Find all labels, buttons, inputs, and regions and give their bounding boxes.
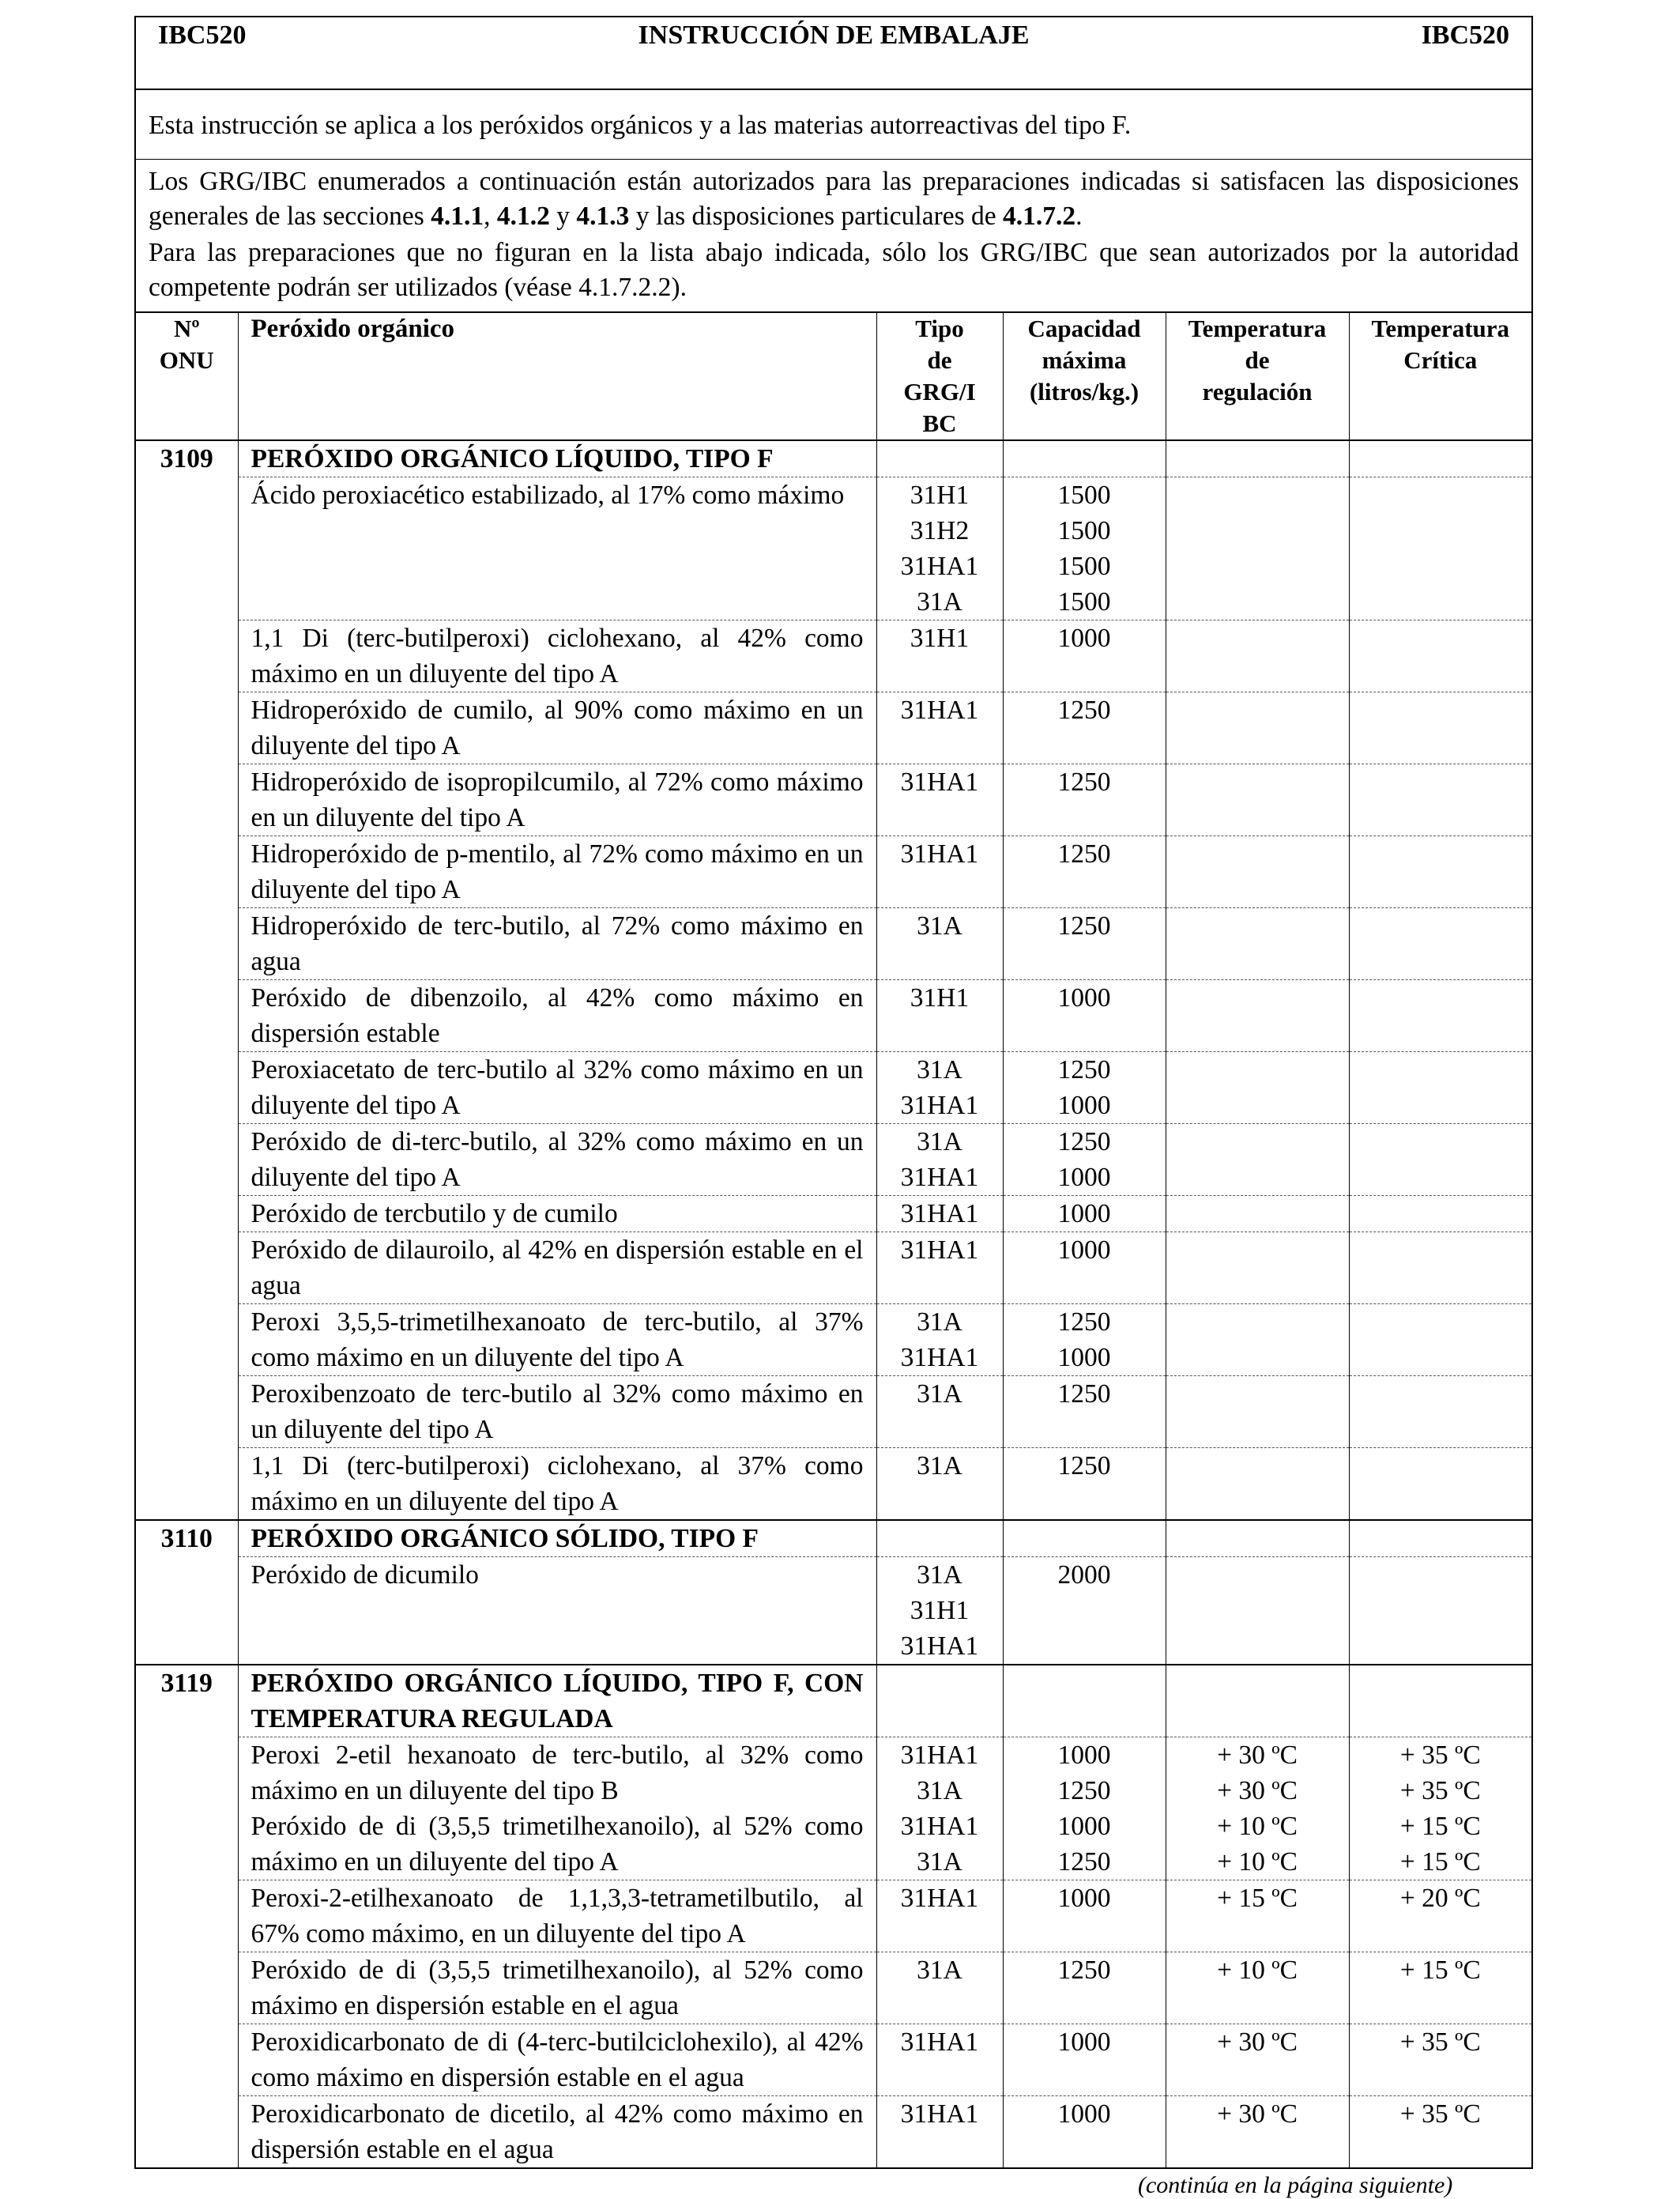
table-row bbox=[135, 1196, 1532, 1232]
ibc-type: 31HA1 bbox=[876, 2096, 1003, 2169]
table-row bbox=[135, 1880, 1532, 1952]
empty-cell bbox=[876, 1665, 1003, 1737]
peroxide-name: Peróxido de di-terc-butilo, al 32% como máximo en un diluyente del tipo A bbox=[238, 1124, 876, 1196]
critical-temperature: + 15 ºC + 15 ºC bbox=[1349, 1809, 1532, 1880]
peroxide-name: Peroxi 3,5,5-trimetilhexanoato de terc-butilo, al 37% como máximo en un diluyente del tipo A bbox=[238, 1304, 876, 1376]
table-row bbox=[135, 1124, 1532, 1196]
group-title: PERÓXIDO ORGÁNICO LÍQUIDO, TIPO F, CON TEMPERATURA REGULADA bbox=[238, 1665, 876, 1737]
max-capacity: 1000 bbox=[1003, 980, 1166, 1052]
intro-row bbox=[135, 89, 1532, 160]
table-row bbox=[135, 1304, 1532, 1376]
packing-instruction-table bbox=[134, 16, 1533, 2169]
ibc-type: 31A bbox=[876, 1376, 1003, 1448]
critical-temperature bbox=[1349, 1124, 1532, 1196]
ibc-type: 31HA1 bbox=[876, 1232, 1003, 1304]
critical-temperature bbox=[1349, 980, 1532, 1052]
control-temperature bbox=[1166, 477, 1349, 620]
empty-cell bbox=[1349, 440, 1532, 477]
instruction-code-right: IBC520 bbox=[1421, 21, 1510, 50]
critical-temperature bbox=[1349, 1376, 1532, 1448]
critical-temperature: + 20 ºC bbox=[1349, 1880, 1532, 1952]
empty-cell bbox=[1003, 1520, 1166, 1557]
peroxide-name: Peroxidicarbonato de dicetilo, al 42% como máximo en dispersión estable en el agua bbox=[238, 2096, 876, 2169]
critical-temperature bbox=[1349, 1448, 1532, 1521]
empty-cell bbox=[1349, 1665, 1532, 1737]
un-number: 3119 bbox=[135, 1665, 238, 2168]
table-row bbox=[135, 836, 1532, 908]
control-temperature bbox=[1166, 1052, 1349, 1124]
document bbox=[134, 16, 1531, 2198]
table-row bbox=[135, 1952, 1532, 2024]
ibc-type: 31H1 bbox=[876, 980, 1003, 1052]
max-capacity: 1250 bbox=[1003, 908, 1166, 980]
max-capacity: 1000 bbox=[1003, 1880, 1166, 1952]
max-capacity: 1250 bbox=[1003, 764, 1166, 836]
ibc-type: 31HA1 bbox=[876, 1880, 1003, 1952]
critical-temperature bbox=[1349, 620, 1532, 692]
title-row bbox=[135, 17, 1532, 89]
empty-cell bbox=[1166, 440, 1349, 477]
col-header-ibc-type: Tipo de GRG/I BC bbox=[876, 312, 1003, 440]
max-capacity: 1250 1000 bbox=[1003, 1052, 1166, 1124]
ibc-type: 31A 31H1 31HA1 bbox=[876, 1557, 1003, 1665]
peroxide-name: 1,1 Di (terc-butilperoxi) ciclohexano, al 37% como máximo en un diluyente del tipo A bbox=[238, 1448, 876, 1521]
critical-temperature: + 35 ºC + 35 ºC bbox=[1349, 1737, 1532, 1809]
peroxide-name: 1,1 Di (terc-butilperoxi) ciclohexano, al 42% como máximo en un diluyente del tipo A bbox=[238, 620, 876, 692]
empty-cell bbox=[876, 1520, 1003, 1557]
ibc-type: 31A 31HA1 bbox=[876, 1124, 1003, 1196]
max-capacity: 1000 bbox=[1003, 620, 1166, 692]
control-temperature bbox=[1166, 692, 1349, 764]
instruction-title: INSTRUCCIÓN DE EMBALAJE bbox=[638, 21, 1030, 50]
critical-temperature bbox=[1349, 1557, 1532, 1665]
group-row-3110 bbox=[135, 1520, 1532, 1557]
column-header-row bbox=[135, 312, 1532, 440]
ibc-type: 31HA1 bbox=[876, 764, 1003, 836]
table-row bbox=[135, 1737, 1532, 1809]
control-temperature: + 30 ºC bbox=[1166, 2096, 1349, 2169]
col-header-control-temp: Temperatura de regulación bbox=[1166, 312, 1349, 440]
empty-cell bbox=[1166, 1520, 1349, 1557]
empty-cell bbox=[1349, 1520, 1532, 1557]
control-temperature bbox=[1166, 980, 1349, 1052]
control-temperature bbox=[1166, 1124, 1349, 1196]
intro-scope-text: Esta instrucción se aplica a los peróxidos orgánicos y a las materias autorreactivas del tipo F. bbox=[135, 89, 1532, 160]
peroxide-name: Peroxi 2-etil hexanoato de terc-butilo, al 32% como máximo en un diluyente del tipo B bbox=[238, 1737, 876, 1809]
max-capacity: 1250 bbox=[1003, 692, 1166, 764]
table-row bbox=[135, 620, 1532, 692]
peroxide-name: Peroxidicarbonato de di (4-terc-butilciclohexilo), al 42% como máximo en dispersión estable en el agua bbox=[238, 2024, 876, 2096]
group-title: PERÓXIDO ORGÁNICO LÍQUIDO, TIPO F bbox=[238, 440, 876, 477]
max-capacity: 1000 bbox=[1003, 1196, 1166, 1232]
critical-temperature bbox=[1349, 1196, 1532, 1232]
table-row bbox=[135, 1232, 1532, 1304]
peroxide-name: Peróxido de dilauroilo, al 42% en dispersión estable en el agua bbox=[238, 1232, 876, 1304]
max-capacity: 1250 1000 bbox=[1003, 1124, 1166, 1196]
ibc-type: 31HA1 bbox=[876, 2024, 1003, 2096]
max-capacity: 1000 1250 bbox=[1003, 1737, 1166, 1809]
max-capacity: 1000 1250 bbox=[1003, 1809, 1166, 1880]
control-temperature bbox=[1166, 836, 1349, 908]
table-row bbox=[135, 908, 1532, 980]
group-row-3109 bbox=[135, 440, 1532, 477]
peroxide-name: Peróxido de di (3,5,5 trimetilhexanoilo), al 52% como máximo en un diluyente del tipo A bbox=[238, 1809, 876, 1880]
un-number: 3110 bbox=[135, 1520, 238, 1665]
control-temperature bbox=[1166, 1232, 1349, 1304]
ibc-type: 31HA1 bbox=[876, 692, 1003, 764]
ibc-type: 31HA1 bbox=[876, 1196, 1003, 1232]
max-capacity: 1250 bbox=[1003, 1952, 1166, 2024]
intro-other-preparations-text: Para las preparaciones que no figuran en la lista abajo indicada, sólo los GRG/IBC que sean autorizados por la autoridad competente podrán ser utilizados (véase 4.1.7.2.2). bbox=[149, 238, 1520, 302]
max-capacity: 2000 bbox=[1003, 1557, 1166, 1665]
max-capacity: 1250 1000 bbox=[1003, 1304, 1166, 1376]
peroxide-name: Peróxido de tercbutilo y de cumilo bbox=[238, 1196, 876, 1232]
peroxide-name: Hidroperóxido de isopropilcumilo, al 72% como máximo en un diluyente del tipo A bbox=[238, 764, 876, 836]
control-temperature bbox=[1166, 1448, 1349, 1521]
control-temperature: + 10 ºC + 10 ºC bbox=[1166, 1809, 1349, 1880]
intro-row-2 bbox=[135, 160, 1532, 313]
max-capacity: 1000 bbox=[1003, 2096, 1166, 2169]
peroxide-name: Peróxido de dicumilo bbox=[238, 1557, 876, 1665]
critical-temperature bbox=[1349, 836, 1532, 908]
empty-cell bbox=[1166, 1665, 1349, 1737]
critical-temperature bbox=[1349, 1232, 1532, 1304]
peroxide-name: Hidroperóxido de terc-butilo, al 72% como máximo en agua bbox=[238, 908, 876, 980]
table-row bbox=[135, 477, 1532, 620]
critical-temperature bbox=[1349, 477, 1532, 620]
table-row bbox=[135, 1809, 1532, 1880]
control-temperature bbox=[1166, 620, 1349, 692]
critical-temperature bbox=[1349, 1052, 1532, 1124]
control-temperature: + 15 ºC bbox=[1166, 1880, 1349, 1952]
max-capacity: 1500 1500 1500 1500 bbox=[1003, 477, 1166, 620]
peroxide-name: Peroxiacetato de terc-butilo al 32% como máximo en un diluyente del tipo A bbox=[238, 1052, 876, 1124]
ibc-type: 31HA1 31A bbox=[876, 1809, 1003, 1880]
instruction-code-left: IBC520 bbox=[158, 21, 247, 50]
group-row-3119 bbox=[135, 1665, 1532, 1737]
critical-temperature bbox=[1349, 908, 1532, 980]
peroxide-name: Peroxibenzoato de terc-butilo al 32% como máximo en un diluyente del tipo A bbox=[238, 1376, 876, 1448]
control-temperature bbox=[1166, 1196, 1349, 1232]
empty-cell bbox=[1003, 440, 1166, 477]
peroxide-name: Peróxido de di (3,5,5 trimetilhexanoilo), al 52% como máximo en dispersión estable en el agua bbox=[238, 1952, 876, 2024]
table-row bbox=[135, 2024, 1532, 2096]
peroxide-name: Hidroperóxido de p-mentilo, al 72% como máximo en un diluyente del tipo A bbox=[238, 836, 876, 908]
table-row bbox=[135, 1448, 1532, 1521]
control-temperature bbox=[1166, 1304, 1349, 1376]
ibc-type: 31A 31HA1 bbox=[876, 1304, 1003, 1376]
critical-temperature bbox=[1349, 764, 1532, 836]
control-temperature bbox=[1166, 764, 1349, 836]
un-number: 3109 bbox=[135, 440, 238, 1520]
continued-note: (continúa en la página siguiente) bbox=[1138, 2172, 1453, 2198]
empty-cell bbox=[1003, 1665, 1166, 1737]
critical-temperature bbox=[1349, 1304, 1532, 1376]
ibc-type: 31A 31HA1 bbox=[876, 1052, 1003, 1124]
col-header-critical-temp: Temperatura Crítica bbox=[1349, 312, 1532, 440]
table-row bbox=[135, 1052, 1532, 1124]
ibc-type: 31A bbox=[876, 1952, 1003, 2024]
ibc-type: 31H1 bbox=[876, 620, 1003, 692]
ibc-type: 31A bbox=[876, 1448, 1003, 1521]
critical-temperature: + 35 ºC bbox=[1349, 2024, 1532, 2096]
control-temperature bbox=[1166, 1557, 1349, 1665]
critical-temperature: + 35 ºC bbox=[1349, 2096, 1532, 2169]
control-temperature: + 10 ºC bbox=[1166, 1952, 1349, 2024]
table-row bbox=[135, 1376, 1532, 1448]
critical-temperature bbox=[1349, 692, 1532, 764]
max-capacity: 1000 bbox=[1003, 1232, 1166, 1304]
empty-cell bbox=[876, 440, 1003, 477]
table-row bbox=[135, 692, 1532, 764]
group-title: PERÓXIDO ORGÁNICO SÓLIDO, TIPO F bbox=[238, 1520, 876, 1557]
peroxide-name: Ácido peroxiacético estabilizado, al 17% como máximo bbox=[238, 477, 876, 620]
ibc-type: 31A bbox=[876, 908, 1003, 980]
control-temperature: + 30 ºC bbox=[1166, 2024, 1349, 2096]
critical-temperature: + 15 ºC bbox=[1349, 1952, 1532, 2024]
col-header-un-number: Nº ONU bbox=[135, 312, 238, 440]
peroxide-name: Peroxi-2-etilhexanoato de 1,1,3,3-tetrametilbutilo, al 67% como máximo, en un diluyente del tipo A bbox=[238, 1880, 876, 1952]
table-row bbox=[135, 764, 1532, 836]
table-row bbox=[135, 2096, 1532, 2169]
ibc-type: 31HA1 bbox=[876, 836, 1003, 908]
max-capacity: 1000 bbox=[1003, 2024, 1166, 2096]
max-capacity: 1250 bbox=[1003, 836, 1166, 908]
peroxide-name: Hidroperóxido de cumilo, al 90% como máximo en un diluyente del tipo A bbox=[238, 692, 876, 764]
col-header-peroxide: Peróxido orgánico bbox=[238, 312, 876, 440]
ibc-type: 31HA1 31A bbox=[876, 1737, 1003, 1809]
table-row bbox=[135, 980, 1532, 1052]
control-temperature: + 30 ºC + 30 ºC bbox=[1166, 1737, 1349, 1809]
intro-authorization-text: Los GRG/IBC enumerados a continuación están autorizados para las preparaciones indicadas si satisfacen las disposiciones generales de las secciones 4.1.1, 4.1.2 y 4.1.3 y las disposiciones particulares de 4.1.7.2. bbox=[149, 167, 1520, 231]
max-capacity: 1250 bbox=[1003, 1376, 1166, 1448]
col-header-max-capacity: Capacidad máxima (litros/kg.) bbox=[1003, 312, 1166, 440]
peroxide-name: Peróxido de dibenzoilo, al 42% como máximo en dispersión estable bbox=[238, 980, 876, 1052]
control-temperature bbox=[1166, 1376, 1349, 1448]
ibc-type: 31H1 31H2 31HA1 31A bbox=[876, 477, 1003, 620]
control-temperature bbox=[1166, 908, 1349, 980]
max-capacity: 1250 bbox=[1003, 1448, 1166, 1521]
table-row bbox=[135, 1557, 1532, 1665]
